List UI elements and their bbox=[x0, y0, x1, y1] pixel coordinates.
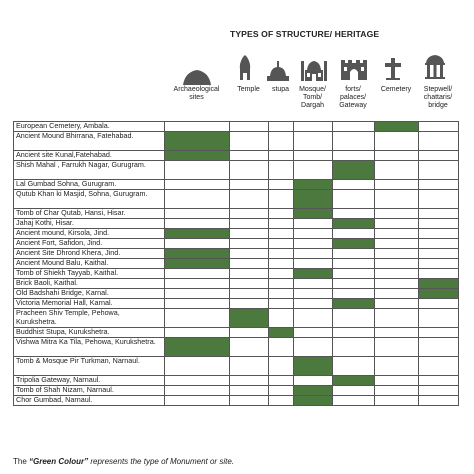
column-header-line: forts/ bbox=[345, 86, 361, 93]
type-cell bbox=[333, 122, 375, 132]
type-cell bbox=[269, 386, 294, 396]
table-row bbox=[14, 219, 459, 229]
type-cell bbox=[419, 396, 459, 406]
type-cell-marked bbox=[375, 122, 419, 132]
type-cell bbox=[375, 190, 419, 209]
column-header-line: Archaeological bbox=[173, 86, 220, 93]
type-cell bbox=[419, 209, 459, 219]
type-cell bbox=[333, 180, 375, 190]
type-cell bbox=[294, 299, 333, 309]
type-cell-marked bbox=[165, 338, 230, 357]
type-cell-marked bbox=[165, 249, 230, 259]
type-cell bbox=[269, 122, 294, 132]
type-cell bbox=[269, 249, 294, 259]
type-cell bbox=[419, 239, 459, 249]
type-cell bbox=[230, 328, 269, 338]
type-cell bbox=[375, 180, 419, 190]
site-name: Tomb of Shah Nizam, Narnaul. bbox=[14, 386, 165, 396]
type-cell bbox=[333, 309, 375, 328]
column-header-line: bridge bbox=[428, 102, 448, 110]
type-cell bbox=[419, 249, 459, 259]
type-cell bbox=[165, 209, 230, 219]
type-cell-marked bbox=[165, 151, 230, 161]
table-row bbox=[14, 161, 459, 180]
type-cell bbox=[269, 259, 294, 269]
column-header-line: chattaris/ bbox=[423, 94, 453, 102]
type-cell-marked bbox=[333, 161, 375, 180]
type-cell bbox=[294, 122, 333, 132]
site-name: Tomb & Mosque Pir Turkman, Narnaul. bbox=[14, 357, 165, 376]
type-cell bbox=[419, 357, 459, 376]
type-cell bbox=[269, 338, 294, 357]
type-cell-marked bbox=[294, 357, 333, 376]
type-cell bbox=[165, 180, 230, 190]
type-cell bbox=[419, 122, 459, 132]
type-cell bbox=[294, 249, 333, 259]
site-name: European Cemetery, Ambala. bbox=[14, 122, 165, 132]
column-header-line: palaces/ bbox=[339, 94, 367, 102]
type-cell bbox=[230, 151, 269, 161]
type-cell bbox=[375, 229, 419, 239]
type-cell bbox=[294, 229, 333, 239]
type-cell bbox=[375, 289, 419, 299]
type-cell bbox=[230, 289, 269, 299]
type-cell bbox=[230, 229, 269, 239]
type-cell bbox=[333, 357, 375, 376]
type-cell bbox=[165, 309, 230, 328]
table-row bbox=[14, 151, 459, 161]
type-cell bbox=[230, 299, 269, 309]
table-row bbox=[14, 190, 459, 209]
type-cell bbox=[230, 279, 269, 289]
type-cell-marked bbox=[294, 180, 333, 190]
type-cell bbox=[375, 328, 419, 338]
type-cell bbox=[269, 289, 294, 299]
site-name: Buddhist Stupa, Kurukshetra. bbox=[14, 328, 165, 338]
site-name: Ancient mound, Kirsola, Jind. bbox=[14, 229, 165, 239]
fort-icon bbox=[340, 57, 368, 81]
table-row bbox=[14, 239, 459, 249]
column-header bbox=[229, 86, 268, 94]
type-cell bbox=[419, 161, 459, 180]
type-cell bbox=[294, 309, 333, 328]
type-cell bbox=[375, 376, 419, 386]
type-cell bbox=[165, 357, 230, 376]
type-cell bbox=[375, 259, 419, 269]
type-cell bbox=[419, 299, 459, 309]
type-cell bbox=[165, 161, 230, 180]
type-cell bbox=[230, 338, 269, 357]
table-row bbox=[14, 386, 459, 396]
type-cell bbox=[294, 161, 333, 180]
type-cell bbox=[419, 219, 459, 229]
column-header bbox=[293, 86, 332, 111]
type-cell bbox=[269, 219, 294, 229]
type-cell bbox=[333, 269, 375, 279]
type-cell bbox=[230, 180, 269, 190]
type-cell bbox=[333, 328, 375, 338]
type-cell bbox=[333, 396, 375, 406]
site-name: Brick Baoli, Kaithal. bbox=[14, 279, 165, 289]
type-cell bbox=[419, 190, 459, 209]
type-cell bbox=[230, 269, 269, 279]
type-cell bbox=[269, 190, 294, 209]
type-cell-marked bbox=[294, 386, 333, 396]
column-header-line: Dargah bbox=[301, 102, 324, 110]
type-cell bbox=[269, 151, 294, 161]
table-row bbox=[14, 279, 459, 289]
type-cell bbox=[230, 190, 269, 209]
type-cell-marked bbox=[333, 239, 375, 249]
footnote-prefix: The bbox=[13, 457, 30, 466]
page-title: TYPES OF STRUCTURE/ HERITAGE bbox=[230, 29, 380, 39]
type-cell bbox=[230, 219, 269, 229]
type-cell bbox=[269, 309, 294, 328]
site-name: Ancient Site Dhrond Khera, Jind. bbox=[14, 249, 165, 259]
column-header-line: Stepwell/ bbox=[423, 86, 453, 93]
table-row bbox=[14, 299, 459, 309]
type-cell-marked bbox=[230, 309, 269, 328]
table-row bbox=[14, 122, 459, 132]
type-cell-marked bbox=[165, 259, 230, 269]
type-cell bbox=[375, 249, 419, 259]
type-cell bbox=[165, 190, 230, 209]
type-cell bbox=[230, 376, 269, 386]
type-cell bbox=[230, 161, 269, 180]
type-cell bbox=[165, 122, 230, 132]
type-cell bbox=[230, 357, 269, 376]
type-cell bbox=[294, 259, 333, 269]
type-cell-marked bbox=[294, 269, 333, 279]
type-cell bbox=[230, 396, 269, 406]
type-cell bbox=[375, 269, 419, 279]
type-cell bbox=[294, 376, 333, 386]
table-row bbox=[14, 309, 459, 328]
column-header-line: Cemetery bbox=[380, 86, 412, 93]
type-cell bbox=[375, 279, 419, 289]
type-cell bbox=[269, 299, 294, 309]
type-cell bbox=[269, 209, 294, 219]
type-cell bbox=[294, 239, 333, 249]
type-cell bbox=[419, 269, 459, 279]
type-cell bbox=[419, 151, 459, 161]
type-cell bbox=[375, 219, 419, 229]
column-header bbox=[418, 86, 458, 111]
type-cell bbox=[230, 122, 269, 132]
type-cell bbox=[333, 132, 375, 151]
type-cell bbox=[333, 259, 375, 269]
site-name: Qutub Khan ki Masjid, Sohna, Gurugram. bbox=[14, 190, 165, 209]
type-cell bbox=[294, 289, 333, 299]
type-cell bbox=[230, 259, 269, 269]
type-cell bbox=[375, 309, 419, 328]
column-header-line: sites bbox=[189, 94, 204, 102]
site-name: Jahaj Kothi, Hisar. bbox=[14, 219, 165, 229]
type-cell-marked bbox=[419, 289, 459, 299]
table-row bbox=[14, 249, 459, 259]
type-cell bbox=[230, 209, 269, 219]
column-header bbox=[374, 86, 418, 94]
type-cell bbox=[419, 309, 459, 328]
site-name: Lal Gumbad Sohna, Gurugram. bbox=[14, 180, 165, 190]
type-cell bbox=[269, 161, 294, 180]
type-cell-marked bbox=[294, 396, 333, 406]
type-cell bbox=[165, 219, 230, 229]
cross-icon bbox=[383, 57, 403, 81]
table-row bbox=[14, 328, 459, 338]
type-cell bbox=[165, 328, 230, 338]
type-cell-marked bbox=[165, 229, 230, 239]
column-header-line: stupa bbox=[271, 86, 290, 93]
type-cell bbox=[419, 259, 459, 269]
table-row bbox=[14, 132, 459, 151]
footnote bbox=[13, 457, 234, 466]
table-row bbox=[14, 357, 459, 376]
site-name: Ancient site Kunal,Fatehabad. bbox=[14, 151, 165, 161]
type-cell bbox=[165, 376, 230, 386]
type-cell bbox=[269, 229, 294, 239]
type-cell-marked bbox=[419, 279, 459, 289]
table-row bbox=[14, 229, 459, 239]
type-cell bbox=[230, 386, 269, 396]
table-row bbox=[14, 289, 459, 299]
column-header-line: Mosque/ bbox=[299, 86, 326, 93]
table-row bbox=[14, 209, 459, 219]
type-cell bbox=[375, 151, 419, 161]
type-cell bbox=[375, 132, 419, 151]
type-cell bbox=[294, 132, 333, 151]
type-cell bbox=[419, 338, 459, 357]
type-cell bbox=[294, 338, 333, 357]
type-cell bbox=[419, 376, 459, 386]
type-cell bbox=[165, 299, 230, 309]
type-cell bbox=[333, 249, 375, 259]
type-cell bbox=[294, 219, 333, 229]
site-name: Shish Mahal , Farrukh Nagar, Gurugram. bbox=[14, 161, 165, 180]
type-cell bbox=[269, 239, 294, 249]
type-cell-marked bbox=[333, 219, 375, 229]
heritage-table bbox=[13, 121, 459, 406]
type-cell bbox=[269, 396, 294, 406]
type-cell bbox=[294, 279, 333, 289]
type-cell bbox=[419, 229, 459, 239]
type-cell bbox=[375, 357, 419, 376]
type-cell bbox=[294, 151, 333, 161]
type-cell bbox=[333, 338, 375, 357]
column-header bbox=[268, 86, 293, 94]
type-cell-marked bbox=[269, 328, 294, 338]
site-name: Tripolia Gateway, Narnaul. bbox=[14, 376, 165, 386]
type-cell bbox=[165, 239, 230, 249]
type-cell bbox=[230, 239, 269, 249]
type-cell bbox=[269, 132, 294, 151]
type-cell bbox=[294, 328, 333, 338]
type-cell bbox=[333, 190, 375, 209]
column-header-line: Tomb/ bbox=[302, 94, 323, 102]
site-name: Tomb of Char Qutab, Hansi, Hisar. bbox=[14, 209, 165, 219]
table-row bbox=[14, 259, 459, 269]
type-cell bbox=[419, 180, 459, 190]
type-cell bbox=[375, 338, 419, 357]
type-cell bbox=[269, 180, 294, 190]
column-header bbox=[332, 86, 374, 111]
type-cell bbox=[333, 229, 375, 239]
type-cell bbox=[165, 269, 230, 279]
type-cell bbox=[419, 386, 459, 396]
type-cell-marked bbox=[294, 209, 333, 219]
type-cell-marked bbox=[333, 376, 375, 386]
footnote-text: represents the type of Monument or site. bbox=[88, 457, 234, 466]
mosque-icon bbox=[300, 58, 328, 82]
type-cell bbox=[333, 209, 375, 219]
table-row bbox=[14, 396, 459, 406]
chhatri-icon bbox=[424, 54, 446, 80]
type-cell bbox=[375, 209, 419, 219]
site-name: Vishwa Mitra Ka Tila, Pehowa, Kurukshetra. bbox=[14, 338, 165, 357]
type-cell bbox=[230, 132, 269, 151]
temple-icon bbox=[238, 54, 252, 82]
mound-icon bbox=[182, 68, 212, 86]
type-cell bbox=[375, 161, 419, 180]
footnote-emphasis: “Green Colour” bbox=[29, 457, 89, 466]
table-row bbox=[14, 180, 459, 190]
type-cell bbox=[375, 396, 419, 406]
site-name: Ancient Mound Balu, Kaithal. bbox=[14, 259, 165, 269]
type-cell bbox=[269, 279, 294, 289]
type-cell bbox=[333, 289, 375, 299]
column-header bbox=[164, 86, 229, 102]
table-row bbox=[14, 376, 459, 386]
type-cell bbox=[333, 279, 375, 289]
stupa-icon bbox=[266, 60, 290, 82]
site-name: Victoria Memorial Hall, Karnal. bbox=[14, 299, 165, 309]
type-cell bbox=[333, 386, 375, 396]
type-cell bbox=[165, 289, 230, 299]
column-header-line: Gateway bbox=[339, 102, 367, 110]
type-cell bbox=[165, 279, 230, 289]
site-name: Chor Gumbad, Narnaul. bbox=[14, 396, 165, 406]
type-cell bbox=[375, 239, 419, 249]
type-cell-marked bbox=[333, 299, 375, 309]
type-cell bbox=[375, 386, 419, 396]
column-header-line: Temple bbox=[237, 86, 260, 93]
site-name: Ancient Fort, Safidon, Jind. bbox=[14, 239, 165, 249]
site-name: Tomb of Shiekh Tayyab, Kaithal. bbox=[14, 269, 165, 279]
type-cell bbox=[269, 357, 294, 376]
type-cell bbox=[165, 396, 230, 406]
type-cell bbox=[419, 132, 459, 151]
type-cell bbox=[269, 269, 294, 279]
site-name: Old Badshahi Bridge, Karnal. bbox=[14, 289, 165, 299]
table-row bbox=[14, 338, 459, 357]
type-cell bbox=[375, 299, 419, 309]
type-cell bbox=[230, 249, 269, 259]
type-cell bbox=[419, 328, 459, 338]
site-name: Ancient Mound Bhirrana, Fatehabad. bbox=[14, 132, 165, 151]
type-cell-marked bbox=[294, 190, 333, 209]
type-cell bbox=[269, 376, 294, 386]
type-cell bbox=[165, 386, 230, 396]
type-cell-marked bbox=[165, 132, 230, 151]
site-name: Pracheen Shiv Temple, Pehowa, Kurukshetra. bbox=[14, 309, 165, 328]
table-row bbox=[14, 269, 459, 279]
type-cell bbox=[333, 151, 375, 161]
